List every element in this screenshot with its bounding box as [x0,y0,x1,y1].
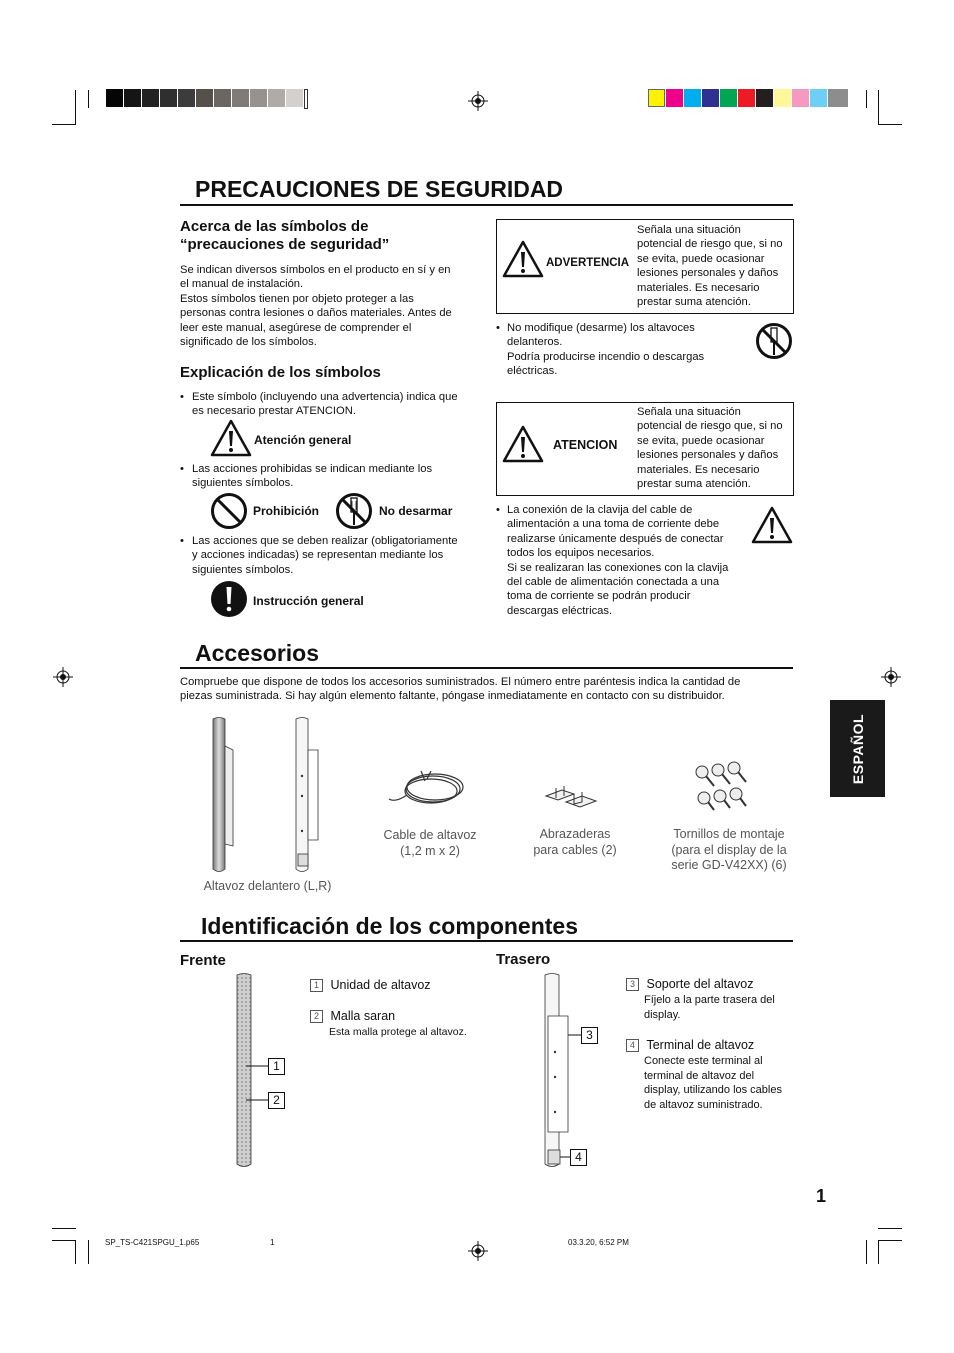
caption-line: Tornillos de montaje [673,827,785,841]
prohibition-icon [210,492,248,530]
color-swatch [738,89,755,107]
page-number: 1 [816,1186,827,1206]
language-tab-label: ESPAÑOL [849,713,866,784]
cable-clamp-illustration [542,776,602,812]
cable-caption [360,828,500,859]
intro-line: significado de los símbolos. [180,336,317,349]
bullet-dot: • [180,463,184,475]
gray-swatch [250,89,267,107]
language-tab [830,700,885,797]
advertencia-description [637,223,793,309]
section-title-accesorios: Accesorios [195,640,320,666]
item-4-description [644,1054,782,1112]
bullet-dot: • [496,322,500,334]
acerca-heading-line: “precauciones de seguridad” [180,236,390,253]
advertencia-desc-line: potencial de riesgo que, si no [637,238,783,251]
intro-line: piezas suministrada. Si hay algún elemento faltante, póngase inmediatamente en contacto con su distribuidor. [180,690,725,703]
gray-swatch [124,89,141,107]
color-swatch [684,89,701,107]
section-rule [180,667,793,669]
bullet-line: La conexión de la clavija del cable de [507,504,693,516]
bullet-atencion [180,390,480,419]
caption-line: Cable de altavoz [383,828,477,842]
speaker-rear-illustration [288,716,328,876]
registration-mark-icon [468,1241,488,1261]
bullet-line: Si se realizaran las conexiones con la clavija [507,561,729,574]
callout-4: 4 [570,1149,587,1166]
color-swatch [774,89,791,107]
caption-line: Abrazaderas [539,827,611,841]
atencion-description [637,405,793,491]
atencion-general-label: Atención general [254,433,352,447]
warning-triangle-icon [502,425,544,463]
color-swatch [810,89,827,107]
atencion-bullet [496,503,756,618]
bullet-line: del cable de alimentación conectada a una [507,576,720,589]
trasero-heading: Trasero [496,951,551,968]
atencion-desc-line: Señala una situación [637,406,741,418]
callout-leader-lines [240,1060,270,1110]
intro-line: Compruebe que dispone de todos los accesorios suministrados. El número entre paréntesis indica la cantidad de [180,676,741,688]
gray-swatch [178,89,195,107]
callout-1: 1 [268,1058,285,1075]
item-number: 1 [310,979,323,992]
intro-paragraph [180,263,475,349]
footer-date: 03.3.20, 6:52 PM [568,1238,629,1247]
atencion-desc-line: se evita, puede ocasionar [637,434,765,447]
registration-mark-icon [53,667,73,687]
desc-line: terminal de altavoz del [644,1069,755,1082]
caption-line: serie GD-V42XX) (6) [671,858,787,872]
intro-line: el manual de instalación. [180,278,304,291]
abrazaderas-caption [510,827,640,858]
bullet-prohibidas [180,462,480,491]
atencion-desc-line: lesiones personales y daños [637,449,779,462]
footer-page: 1 [270,1238,275,1247]
accesorios-intro [180,675,800,704]
bullet-line: todos los equipos necesarios. [507,547,655,560]
color-swatch [666,89,683,107]
caption-line: (para el display de la [671,842,787,857]
atencion-desc-line: materiales. Es necesario [637,463,760,476]
advertencia-desc-line: materiales. Es necesario [637,281,760,294]
intro-line: Se indican diversos símbolos en el producto en sí y en [180,264,451,276]
bullet-line: y acciones indicadas) se representan mediante los [192,549,444,562]
frente-heading: Frente [180,952,226,969]
desc-line: de altavoz suministrado. [644,1098,763,1111]
color-swatch [720,89,737,107]
item-3 [626,977,754,991]
item-label: Unidad de altavoz [330,978,431,992]
registration-mark-icon [468,91,488,111]
color-swatch [702,89,719,107]
section-title-seguridad: PRECAUCIONES DE SEGURIDAD [195,176,564,202]
advertencia-box [496,219,794,314]
item-number: 4 [626,1039,639,1052]
advertencia-bullet [496,321,746,379]
bullet-line: Podría producirse incendio o descargas [507,350,705,363]
speaker-front-illustration [205,716,245,876]
tornillos-caption [655,827,803,874]
bullet-line: realizarse únicamente después de conectar [507,532,724,545]
gray-swatch [268,89,285,107]
gray-swatch [160,89,177,107]
gray-swatch [214,89,231,107]
color-swatch [648,89,665,107]
bullet-dot: • [180,535,184,547]
item-label: Terminal de altavoz [646,1038,755,1052]
gray-swatch [196,89,213,107]
bullet-line: siguientes símbolos. [192,563,294,576]
item-number: 3 [626,978,639,991]
instruccion-general-label: Instrucción general [253,594,364,608]
item-4 [626,1038,754,1052]
prohibicion-label: Prohibición [253,504,319,518]
warning-triangle-icon [210,419,252,457]
warning-triangle-icon [502,240,544,278]
mandatory-instruction-icon [210,580,248,618]
mounting-screws-illustration [692,760,754,814]
registration-mark-icon [881,667,901,687]
item-label: Malla saran [330,1009,396,1023]
bullet-line: delanteros. [507,336,563,349]
intro-line: leer este manual, asegúrese de comprender el [180,321,412,334]
warning-triangle-icon [751,506,793,544]
item-3-description [644,993,775,1022]
advertencia-desc-line: lesiones personales y daños [637,267,779,280]
section-title-componentes: Identificación de los componentes [201,913,579,939]
altavoz-caption: Altavoz delantero (L,R) [203,879,332,893]
bullet-line: No modifique (desarme) los altavoces [507,322,695,334]
item-1 [310,978,431,992]
desc-line: Conecte este terminal al [644,1055,763,1067]
intro-line: personas contra lesiones o daños materiales. Antes de [180,307,452,320]
gray-swatch [142,89,159,107]
bullet-line: siguientes símbolos. [192,477,294,490]
caption-line: (1,2 m x 2) [400,843,460,858]
atencion-desc-line: potencial de riesgo que, si no [637,420,783,433]
callout-2: 2 [268,1092,285,1109]
bullet-obligatorias [180,534,480,577]
no-disassemble-icon [335,492,373,530]
item-label: Soporte del altavoz [646,977,754,991]
bullet-line: Las acciones prohibidas se indican mediante los [192,463,433,475]
bullet-line: es necesario prestar ATENCION. [192,405,356,418]
item-2-description: Esta malla protege al altavoz. [329,1026,467,1038]
item-number: 2 [310,1010,323,1023]
color-swatch [756,89,773,107]
advertencia-desc-line: Señala una situación [637,224,741,236]
item-2 [310,1009,395,1023]
section-rule [180,940,793,942]
speaker-cable-illustration [385,763,470,815]
bullet-line: Este símbolo (incluyendo una advertencia) indica que [192,391,458,403]
atencion-box [496,402,794,496]
acerca-heading-line: Acerca de las símbolos de [180,218,369,235]
desc-line: Fíjelo a la parte trasera del [644,994,775,1006]
advertencia-label: ADVERTENCIA [546,257,630,269]
no-desarmar-label: No desarmar [379,504,453,518]
bullet-line: descargas eléctricas. [507,604,613,617]
intro-line: Estos símbolos tienen por objeto proteger a las [180,292,414,305]
gray-swatch [106,89,123,107]
bullet-line: toma de corriente se podrán producir [507,590,691,603]
callout-leader-lines [560,1030,585,1165]
color-swatch [828,89,848,107]
advertencia-desc-line: se evita, puede ocasionar [637,252,765,265]
atencion-label: ATENCION [553,438,618,452]
footer-filename: SP_TS-C421SPGU_1.p65 [105,1238,200,1247]
gray-swatch [232,89,249,107]
bullet-line: Las acciones que se deben realizar (obligatoriamente [192,535,458,547]
callout-3: 3 [581,1027,598,1044]
desc-line: display. [644,1008,681,1021]
bullet-line: eléctricas. [507,365,558,378]
no-disassemble-icon [755,322,793,360]
acerca-heading [180,218,470,254]
atencion-desc-line: prestar suma atención. [637,478,751,491]
explicacion-heading: Explicación de los símbolos [180,364,381,381]
gray-swatch [304,89,308,109]
advertencia-desc-line: prestar suma atención. [637,296,751,309]
section-rule [180,204,793,206]
caption-line: para cables (2) [533,842,617,857]
bullet-dot: • [496,504,500,516]
bullet-dot: • [180,391,184,403]
gray-swatch [286,89,303,107]
desc-line: display, utilizando los cables [644,1084,782,1096]
bullet-line: alimentación a una toma de corriente debe [507,518,720,531]
color-swatch [792,89,809,107]
